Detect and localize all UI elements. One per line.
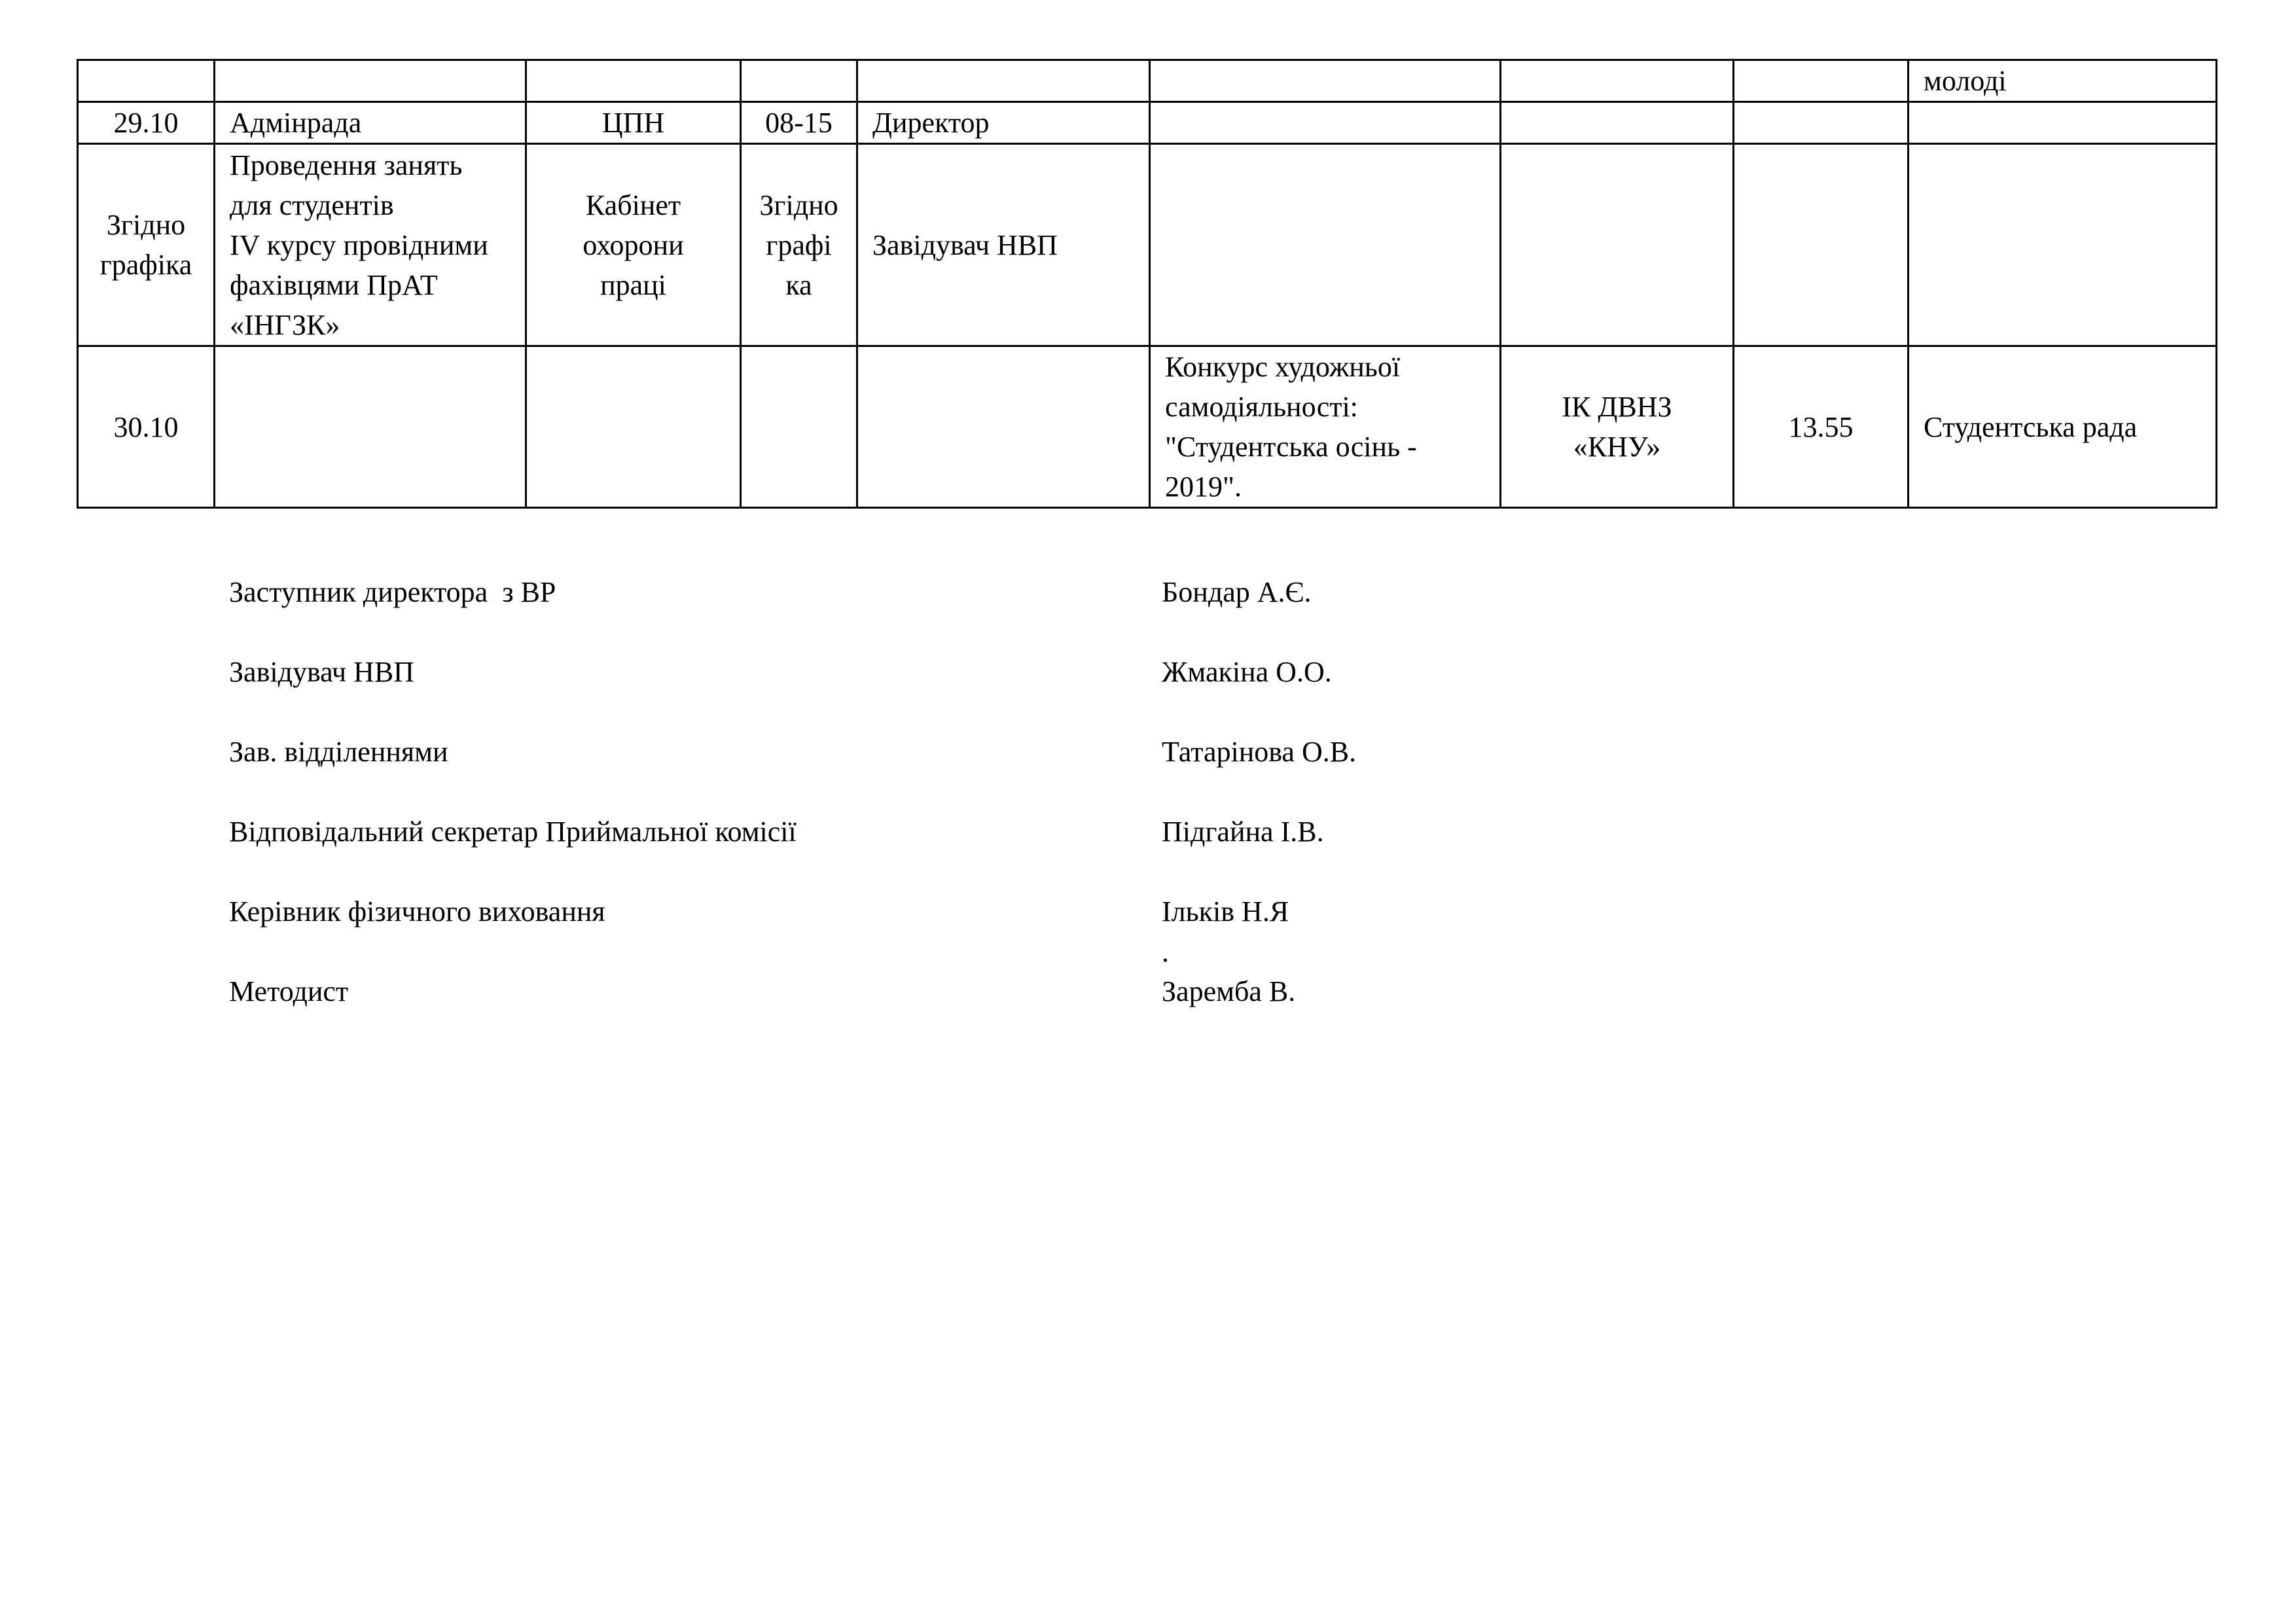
table-cell (1501, 102, 1734, 144)
table-cell-place: Кабінет охорони праці (526, 144, 741, 346)
table-cell (526, 346, 741, 508)
signature-role: Заступник директора з ВР (229, 576, 556, 608)
signature-role: Зав. відділеннями (229, 736, 448, 768)
table-cell (1150, 102, 1501, 144)
table-row (78, 346, 2217, 508)
signature-name: Бондар А.Є. (1162, 576, 1312, 608)
signature-name: Татарінова О.В. (1162, 736, 1357, 768)
table-cell-responsible: Директор (857, 102, 1150, 144)
signature-role: Відповідальний секретар Приймальної комісії (229, 816, 797, 848)
table-cell-place: ЦПН (526, 102, 741, 144)
table-cell-student-event: Конкурс художньої самодіяльності: "Студентська осінь - 2019". (1150, 346, 1501, 508)
table-cell (741, 60, 857, 102)
table-cell: молоді (1909, 60, 2217, 102)
table-cell-responsible: Завідувач НВП (857, 144, 1150, 346)
table-cell (1734, 60, 1909, 102)
table-cell-date: 30.10 (78, 346, 215, 508)
table-cell-date: Згідно графіка (78, 144, 215, 346)
table-cell (1909, 102, 2217, 144)
table-cell (1150, 60, 1501, 102)
signature-role: Методист (229, 975, 349, 1007)
table-cell (1501, 60, 1734, 102)
table-cell (1734, 144, 1909, 346)
table-cell (857, 60, 1150, 102)
events-table (77, 59, 2217, 509)
table-cell (741, 346, 857, 508)
table-cell-time: Згідно графі ка (741, 144, 857, 346)
table-cell-event: Проведення занять для студентів IV курсу провідними фахівцями ПрАТ «ІНГЗК» (215, 144, 526, 346)
table-row (78, 60, 2217, 102)
signature-role: Керівник фізичного виховання (229, 895, 605, 928)
signature-name: Підгайна І.В. (1162, 816, 1324, 848)
table-cell (1909, 144, 2217, 346)
table-cell (1150, 144, 1501, 346)
stray-dot: . (1162, 936, 1169, 968)
signature-name: Ільків Н.Я (1162, 895, 1289, 928)
table-cell (526, 60, 741, 102)
table-cell (215, 346, 526, 508)
table-cell-time: 08-15 (741, 102, 857, 144)
table-cell-date: 29.10 (78, 102, 215, 144)
table-cell-event: Адмінрада (215, 102, 526, 144)
table-cell (78, 60, 215, 102)
table-cell (1734, 102, 1909, 144)
table-row (78, 144, 2217, 346)
table-cell-student-place: ІК ДВНЗ «КНУ» (1501, 346, 1734, 508)
table-cell-student-responsible: Студентська рада (1909, 346, 2217, 508)
signature-name: Жмакіна О.О. (1162, 656, 1332, 688)
signature-name: Заремба В. (1162, 975, 1296, 1007)
table-cell-student-time: 13.55 (1734, 346, 1909, 508)
signature-role: Завідувач НВП (229, 656, 414, 688)
table-cell (215, 60, 526, 102)
table-cell (857, 346, 1150, 508)
table-cell (1501, 144, 1734, 346)
table-row (78, 102, 2217, 144)
